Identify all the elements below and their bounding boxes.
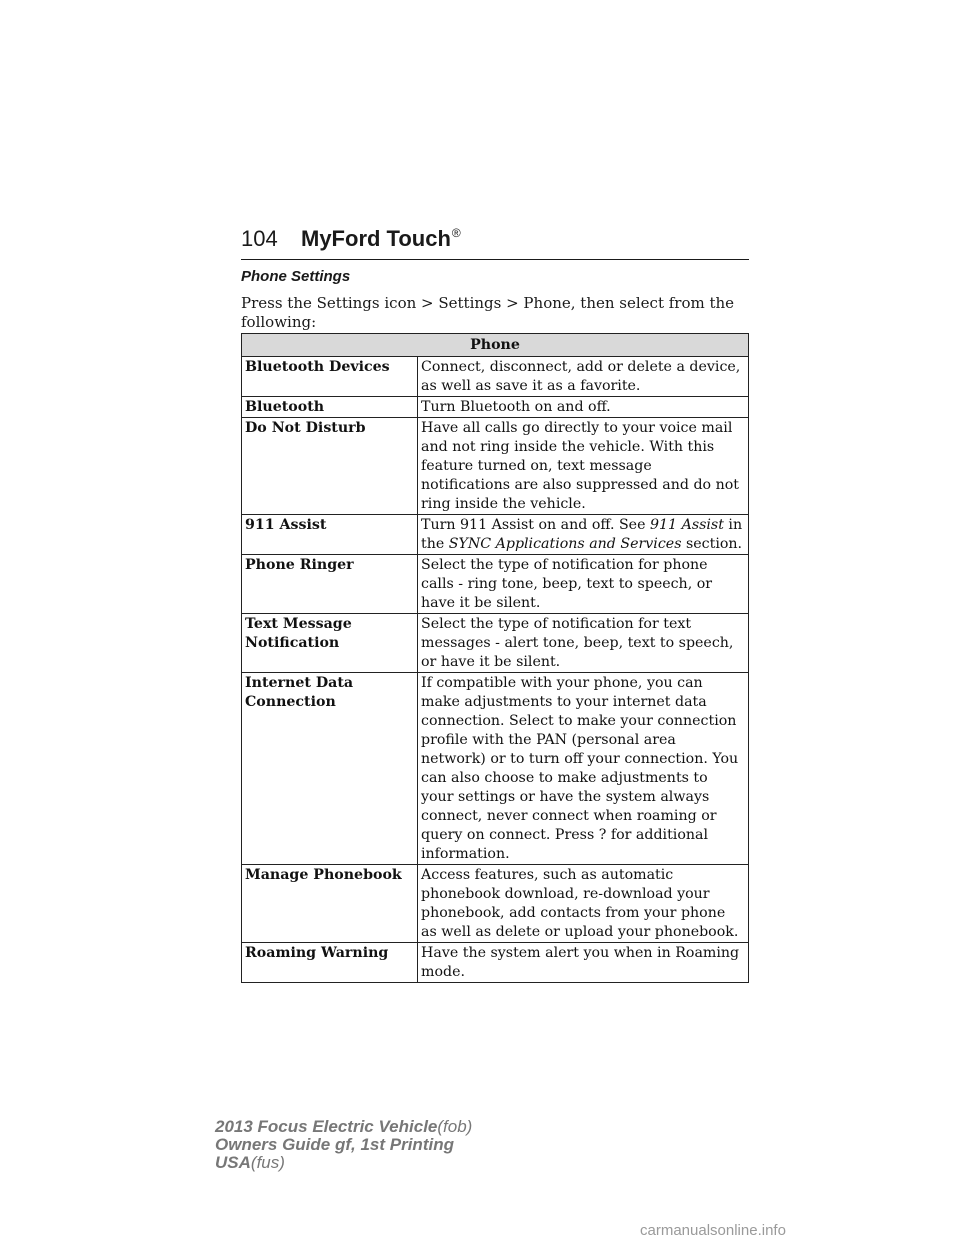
footer-guide: Owners Guide gf, 1st Printing: [215, 1135, 454, 1154]
row-label: Internet Data Connection: [242, 673, 418, 865]
table-row: [242, 515, 749, 555]
document-footer: [215, 1118, 472, 1172]
desc-text: Turn 911 Assist on and off. See: [421, 517, 650, 533]
cross-reference: 911 Assist: [650, 517, 724, 533]
row-label: Do Not Disturb: [242, 418, 418, 515]
footer-vehicle: 2013 Focus Electric Vehicle: [215, 1117, 438, 1136]
phone-settings-table: [241, 333, 749, 983]
section-heading: Phone Settings: [241, 268, 351, 285]
table-title: Phone: [242, 334, 749, 357]
row-description: Have all calls go directly to your voice mail and not ring inside the vehicle. With this feature turned on, text message notifications are also suppressed and do not ring inside the vehicle.: [418, 418, 749, 515]
footer-line-1: [215, 1118, 472, 1136]
header-rule: [241, 259, 749, 260]
row-label: Bluetooth: [242, 397, 418, 418]
chapter-title-text: MyFord Touch: [301, 226, 451, 251]
desc-text: section.: [681, 536, 743, 552]
table-row: [242, 397, 749, 418]
row-description: Turn Bluetooth on and off.: [418, 397, 749, 418]
row-label: Manage Phonebook: [242, 865, 418, 943]
row-description: Connect, disconnect, add or delete a device, as well as save it as a favorite.: [418, 357, 749, 397]
row-label: Text Message Notification: [242, 614, 418, 673]
table-row: [242, 865, 749, 943]
row-label: 911 Assist: [242, 515, 418, 555]
desc-text: in the: [421, 517, 743, 552]
cross-reference: SYNC Applications and Services: [448, 536, 682, 552]
table-header-row: [242, 334, 749, 357]
registered-mark: ®: [451, 226, 461, 240]
row-label: Roaming Warning: [242, 943, 418, 983]
table-row: [242, 418, 749, 515]
row-description: Have the system alert you when in Roaming mode.: [418, 943, 749, 983]
table-row: [242, 673, 749, 865]
table-row: [242, 614, 749, 673]
table-row: [242, 943, 749, 983]
footer-market: USA: [215, 1153, 251, 1172]
row-description: If compatible with your phone, you can make adjustments to your internet data connection. Select to make your connection profile with the PAN (personal area network) or to turn off your connection. You can also choose to make adjustments to your settings or have the system always connect, never connect when roaming or query on connect. Press ? for additional information.: [418, 673, 749, 865]
table-row: [242, 357, 749, 397]
footer-market-code: (fus): [250, 1153, 285, 1172]
row-description: Select the type of notification for text messages - alert tone, beep, text to speech, or have it be silent.: [418, 614, 749, 673]
page-number: 104: [241, 226, 278, 251]
watermark: carmanualsonline.info: [640, 1222, 786, 1239]
row-label: Phone Ringer: [242, 555, 418, 614]
footer-line-3: [215, 1154, 472, 1172]
intro-paragraph: Press the Settings icon > Settings > Phone, then select from the following:: [241, 294, 735, 331]
row-description: [418, 515, 749, 555]
row-label: Bluetooth Devices: [242, 357, 418, 397]
row-description: Access features, such as automatic phonebook download, re-download your phonebook, add contacts from your phone as well as delete or upload your phonebook.: [418, 865, 749, 943]
table-row: [242, 555, 749, 614]
footer-line-2: [215, 1136, 472, 1154]
row-description: Select the type of notification for phone calls - ring tone, beep, text to speech, or have it be silent.: [418, 555, 749, 614]
chapter-title: [301, 226, 461, 252]
footer-vehicle-code: (fob): [437, 1117, 473, 1136]
